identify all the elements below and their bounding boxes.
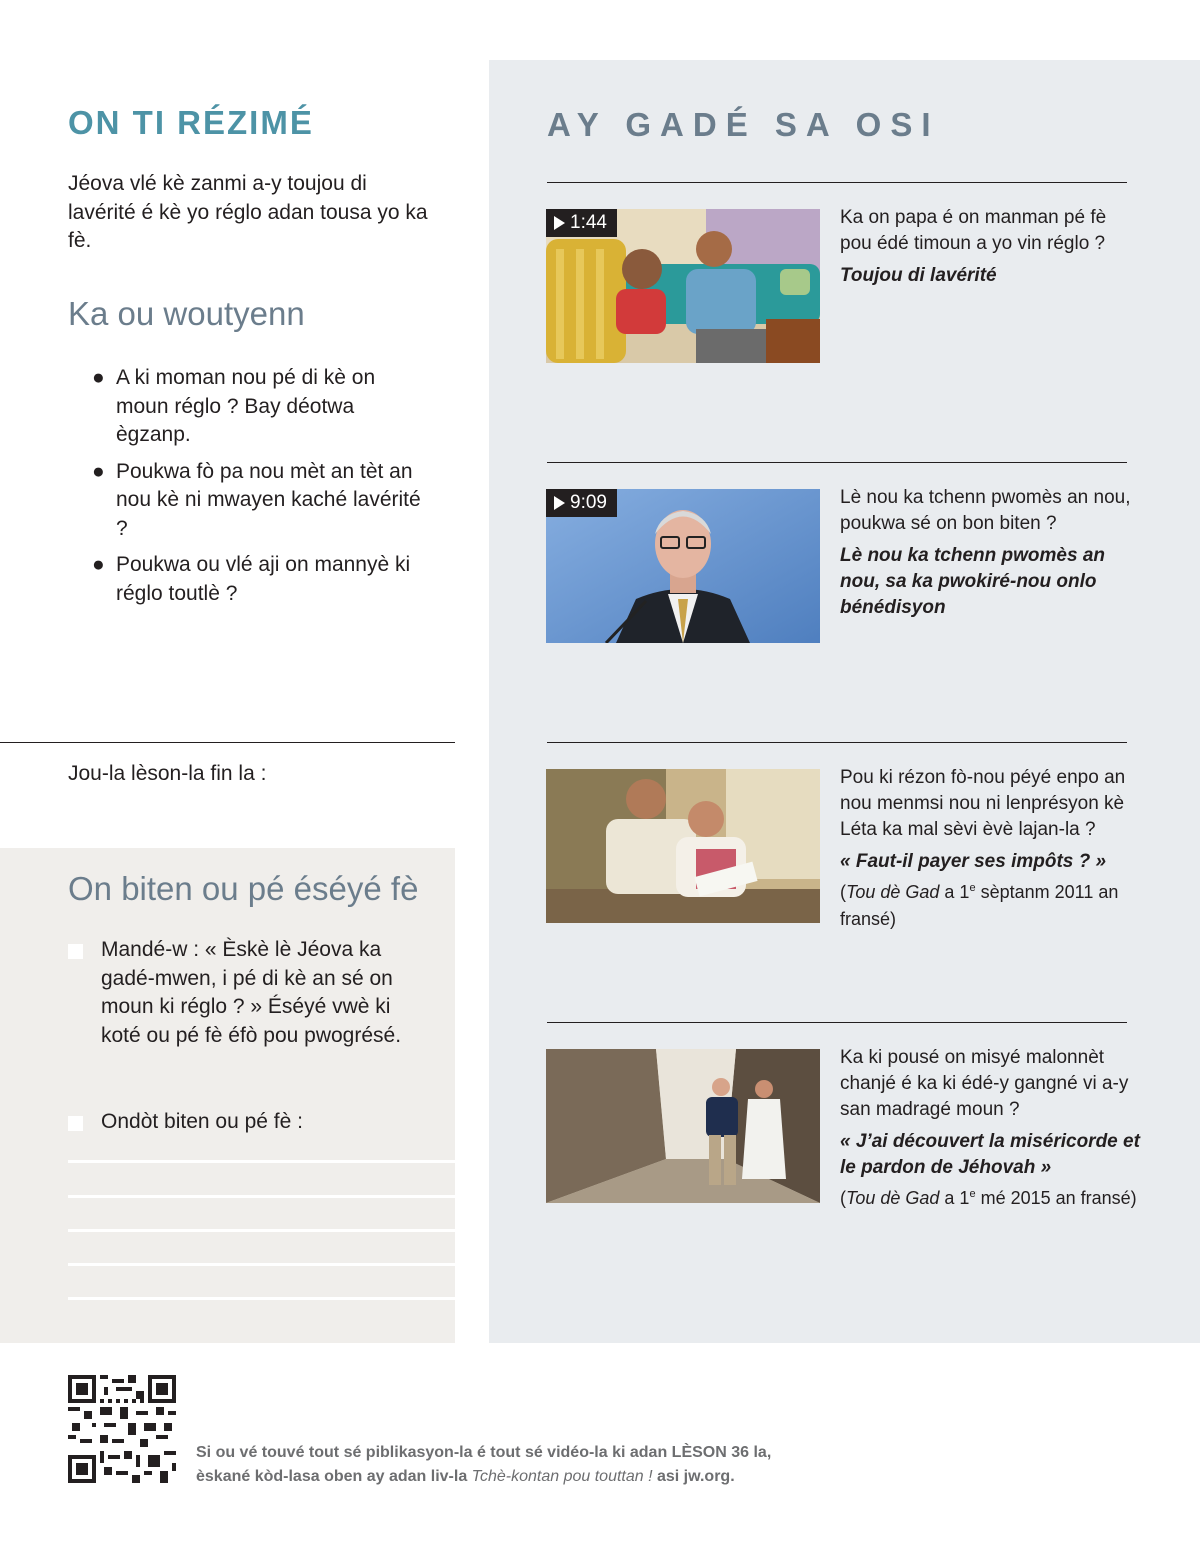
item-question: Ka ki pousé on misyé malonnèt chanjé é ka ki édé-y gangné vi a-y san madragé moun ? — [840, 1047, 1129, 1120]
see-also-item — [840, 485, 1140, 621]
bullet-icon: ● — [92, 366, 105, 389]
couple-paying-taxes-image — [546, 769, 820, 923]
video-thumbnail[interactable] — [546, 209, 820, 363]
summary-text: Jéova vlé kè zanmi a-y toujou di lavérité é kè yo réglo adan tousa yo ka fè. — [68, 172, 428, 252]
review-question — [92, 458, 432, 544]
question-text: Poukwa fò pa nou mèt an tèt an nou kè ni mwayen kaché lavérité ? — [116, 459, 421, 540]
review-title: Ka ou woutyenn — [68, 295, 305, 332]
article-thumbnail[interactable] — [546, 1049, 820, 1203]
divider — [547, 1022, 1127, 1023]
bullet-icon: ● — [92, 553, 105, 576]
goal-title: On biten ou pé éséyé fè — [68, 870, 419, 907]
video-link[interactable]: Toujou di lavérité — [840, 265, 997, 286]
duration-text: 9:09 — [570, 492, 607, 513]
review-questions — [92, 364, 432, 616]
write-line[interactable] — [68, 1195, 455, 1198]
play-icon — [554, 216, 565, 230]
goal-panel — [0, 848, 455, 1343]
article-link[interactable]: « J’ai découvert la miséricorde et le pardon de Jéhovah » — [840, 1131, 1140, 1178]
video-thumbnail[interactable] — [546, 489, 820, 643]
see-also-title: AY GADÉ SA OSI — [547, 106, 940, 143]
footer-line: Si ou vé touvé tout sé piblikasyon-la é tout sé vidéo-la ki adan LÈSON 36 la, — [196, 1444, 772, 1461]
article-thumbnail[interactable] — [546, 769, 820, 923]
qr-code-icon[interactable] — [68, 1375, 176, 1483]
divider — [0, 742, 455, 743]
footer-line: èskané kòd-lasa oben ay adan liv-la Tchè-kontan pou touttan ! asi jw.org. — [196, 1468, 735, 1485]
article-link[interactable]: « Faut-il payer ses impôts ? » — [840, 851, 1107, 872]
goal-item — [68, 936, 428, 1050]
checkbox[interactable] — [68, 944, 83, 959]
duration-text: 1:44 — [570, 212, 607, 233]
item-question: Lè nou ka tchenn pwomès an nou, poukwa sé on bon biten ? — [840, 487, 1131, 534]
video-link[interactable]: Lè nou ka tchenn pwomès an nou, sa ka pwokiré-nou onlo bénédisyon — [840, 545, 1105, 618]
goal-item — [68, 1108, 428, 1137]
item-question: Pou ki rézon fò-nou péyé enpo an nou menmsi nou ni lenprésyon kè Léta ka mal sèvi èvè lajan-la ? — [840, 767, 1126, 840]
couple-walking-street-image — [546, 1049, 820, 1203]
goal-text: Ondòt biten ou pé fè : — [101, 1110, 303, 1133]
divider — [547, 462, 1127, 463]
footer-note — [196, 1441, 771, 1489]
divider — [547, 182, 1127, 183]
bullet-icon: ● — [92, 459, 105, 483]
article-reference: (Tou dè Gad a 1e mé 2015 an fransé) — [840, 1188, 1137, 1208]
see-also-item — [840, 1045, 1140, 1212]
write-line[interactable] — [68, 1160, 455, 1163]
see-also-item — [840, 765, 1140, 933]
review-question — [92, 364, 432, 450]
write-line[interactable] — [68, 1263, 455, 1266]
question-text: A ki moman nou pé di kè on moun réglo ? Bay déotwa ègzanp. — [116, 366, 376, 446]
summary-title: ON TI RÉZIMÉ — [68, 104, 314, 141]
item-question: Ka on papa é on manman pé fè pou édé timoun a yo vin réglo ? — [840, 207, 1107, 254]
article-reference: (Tou dè Gad a 1e sèptanm 2011 an fransé) — [840, 882, 1119, 929]
book-title: Tchè-kontan pou touttan ! — [471, 1468, 653, 1485]
question-text: Poukwa ou vlé aji on mannyè ki réglo toutlè ? — [116, 553, 411, 605]
finish-date-label: Jou-la lèson-la fin la : — [68, 762, 267, 785]
play-icon — [554, 496, 565, 510]
divider — [547, 742, 1127, 743]
duration-badge — [546, 489, 617, 517]
write-line[interactable] — [68, 1229, 455, 1232]
checkbox[interactable] — [68, 1116, 83, 1131]
review-question — [92, 551, 432, 608]
goal-text: Mandé-w : « Èskè lè Jéova ka gadé-mwen, i pé di kè an sé on moun ki réglo ? » Éséyé vwè ki koté ou pé fè éfò pou pwogrésé. — [101, 938, 402, 1047]
write-line[interactable] — [68, 1297, 455, 1300]
see-also-item — [840, 205, 1140, 289]
duration-badge — [546, 209, 617, 237]
